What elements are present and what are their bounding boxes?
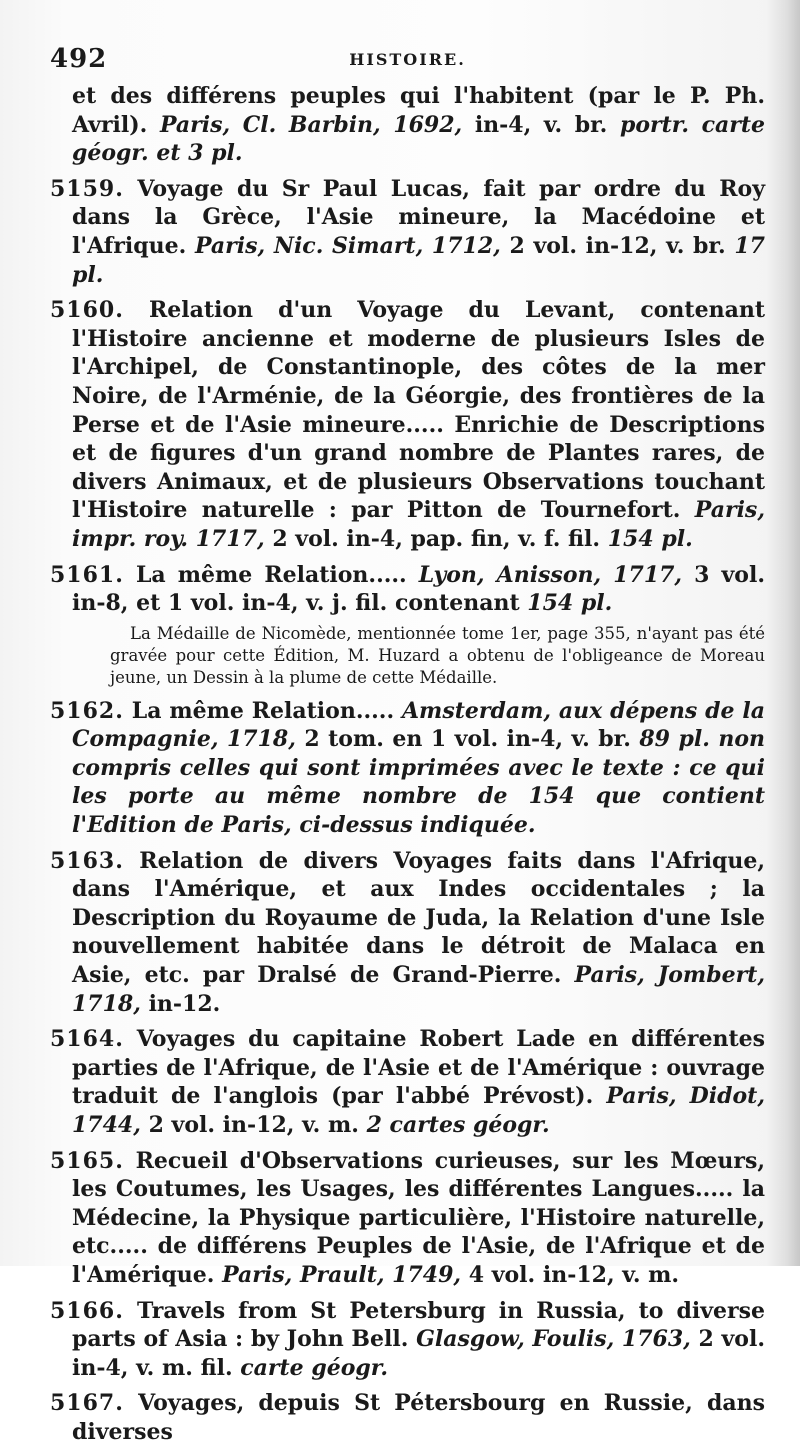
entry-number: 5162. [50,697,124,724]
entry-extra: 89 pl. non compris celles qui sont imprimées avec le texte : ce qui les porte au même nombre de 154 que contient l'Edition de Paris, ci-dessus indiquée. [72,726,765,839]
catalogue-entry-5165 [50,1147,765,1290]
entry-title: Travels from St Petersburg in Russia, to diverse parts of Asia : by John Bell. [72,1297,765,1353]
catalogue-body [50,82,765,1454]
entry-imprint: Amsterdam, aux dépens de la Compagnie, 1718, [72,697,765,753]
entry-imprint: Paris, Prault, 1749, [222,1261,462,1288]
entry-number: 5163. [50,847,124,874]
catalogue-entry-5164 [50,1025,765,1139]
entry-details: 2 vol. in-12, v. m. [148,1112,359,1138]
entry-number: 5160. [50,297,124,324]
page-number: 492 [50,44,108,74]
catalogue-entry-5159 [50,175,765,289]
catalogue-entry-5167 [50,1389,765,1446]
entry-title: Relation de divers Voyages faits dans l'Afrique, dans l'Amérique, et aux Indes occidentales ; la Description du Royaume de Juda, la Relation d'une Isle nouvellement habitée dans le détroit de Malaca en Asie, etc. par Dralsé de Grand-Pierre. [72,847,765,989]
entry-number: 5165. [50,1147,124,1174]
entry-details: in-4, v. br. [474,111,608,138]
entry-title: et des différens peuples qui l'habitent (par le P. Ph. Avril). [72,83,765,138]
entry-number: 5166. [50,1297,124,1324]
entry-details: 4 vol. in-12, v. m. [468,1261,680,1288]
entry-imprint: Glasgow, Foulis, 1763, [416,1326,691,1353]
entry-details: in-12. [148,990,221,1017]
entry-title: Voyages du capitaine Robert Lade en différentes parties de l'Afrique, de l'Asie et de l'Amérique : ouvrage traduit de l'anglois (par l'abbé Prévost). [72,1026,765,1110]
entry-extra: 154 pl. [527,590,613,617]
editorial-note: La Médaille de Nicomède, mentionnée tome 1er, page 355, n'ayant pas été gravée pour cette Édition, M. Huzard a obtenu de l'obligeance de Moreau jeune, un Dessin à la plume de cette Médaille. [110,623,765,687]
page-header [50,44,765,78]
entry-extra: 154 pl. [607,525,693,552]
catalogue-entry-continued [50,82,765,168]
entry-details: 3 vol. in-8, et 1 vol. in-4, v. j. fil. contenant [72,561,765,617]
entry-details: 2 vol. in-4, pap. fin, v. f. fil. [272,525,601,552]
running-head: HISTOIRE. [349,50,466,69]
entry-details: 2 tom. en 1 vol. in-4, v. br. [304,726,631,753]
entry-extra: carte géogr. [240,1354,389,1381]
entry-extra: 17 pl. [72,232,765,288]
entry-title: Recueil d'Observations curieuses, sur les Mœurs, les Coutumes, les Usages, les différentes Langues..... la Médecine, la Physique particulière, l'Histoire naturelle, etc..... de différens Peuples de l'Asie, de l'Afrique et de l'Amérique. [72,1147,765,1288]
entry-number: 5164. [50,1026,124,1053]
catalogue-entry-5160 [50,296,765,553]
entry-imprint: Lyon, Anisson, 1717, [418,561,683,588]
catalogue-entry-5162 [50,697,765,840]
entry-number: 5161. [50,561,124,588]
entry-imprint: Paris, impr. roy. 1717, [72,497,765,552]
entry-imprint: Paris, Jombert, 1718, [72,962,765,1017]
catalogue-entry-5163 [50,847,765,1019]
page-gutter-shadow [766,0,800,1266]
entry-title: Relation d'un Voyage du Levant, contenant l'Histoire ancienne et moderne de plusieurs Isles de l'Archipel, de Constantinople, des côtes de la mer Noire, de l'Arménie, de la Géorgie, des frontières de la Perse et de l'Asie mineure..... Enrichie de Descriptions et de figures d'un grand nombre de Plantes rares, de divers Animaux, et de plusieurs Observations touchant l'Histoire naturelle : par Pitton de Tournefort. [72,297,765,524]
catalogue-entry-5161 [50,561,765,618]
entry-imprint: Paris, Didot, 1744, [72,1083,765,1138]
entry-imprint: Paris, Nic. Simart, 1712, [194,232,501,259]
entry-number: 5159. [50,175,124,202]
entry-details: 2 vol. in-12, v. br. [509,232,726,259]
entry-number: 5167. [50,1390,124,1417]
entry-extra: portr. carte géogr. et 3 pl. [72,111,765,167]
entry-details: 2 vol. in-4, v. m. fil. [72,1326,765,1381]
entry-title: Voyage du Sr Paul Lucas, fait par ordre du Roy dans la Grèce, l'Asie mineure, la Macédoine et l'Afrique. [72,175,765,259]
entry-title: La même Relation..... [131,697,395,724]
entry-title: La même Relation..... [135,561,407,588]
entry-title: Voyages, depuis St Pétersbourg en Russie, dans diverses [72,1390,765,1445]
catalogue-entry-5166 [50,1297,765,1383]
entry-imprint: Paris, Cl. Barbin, 1692, [159,111,463,138]
entry-extra: 2 cartes géogr. [366,1112,550,1138]
